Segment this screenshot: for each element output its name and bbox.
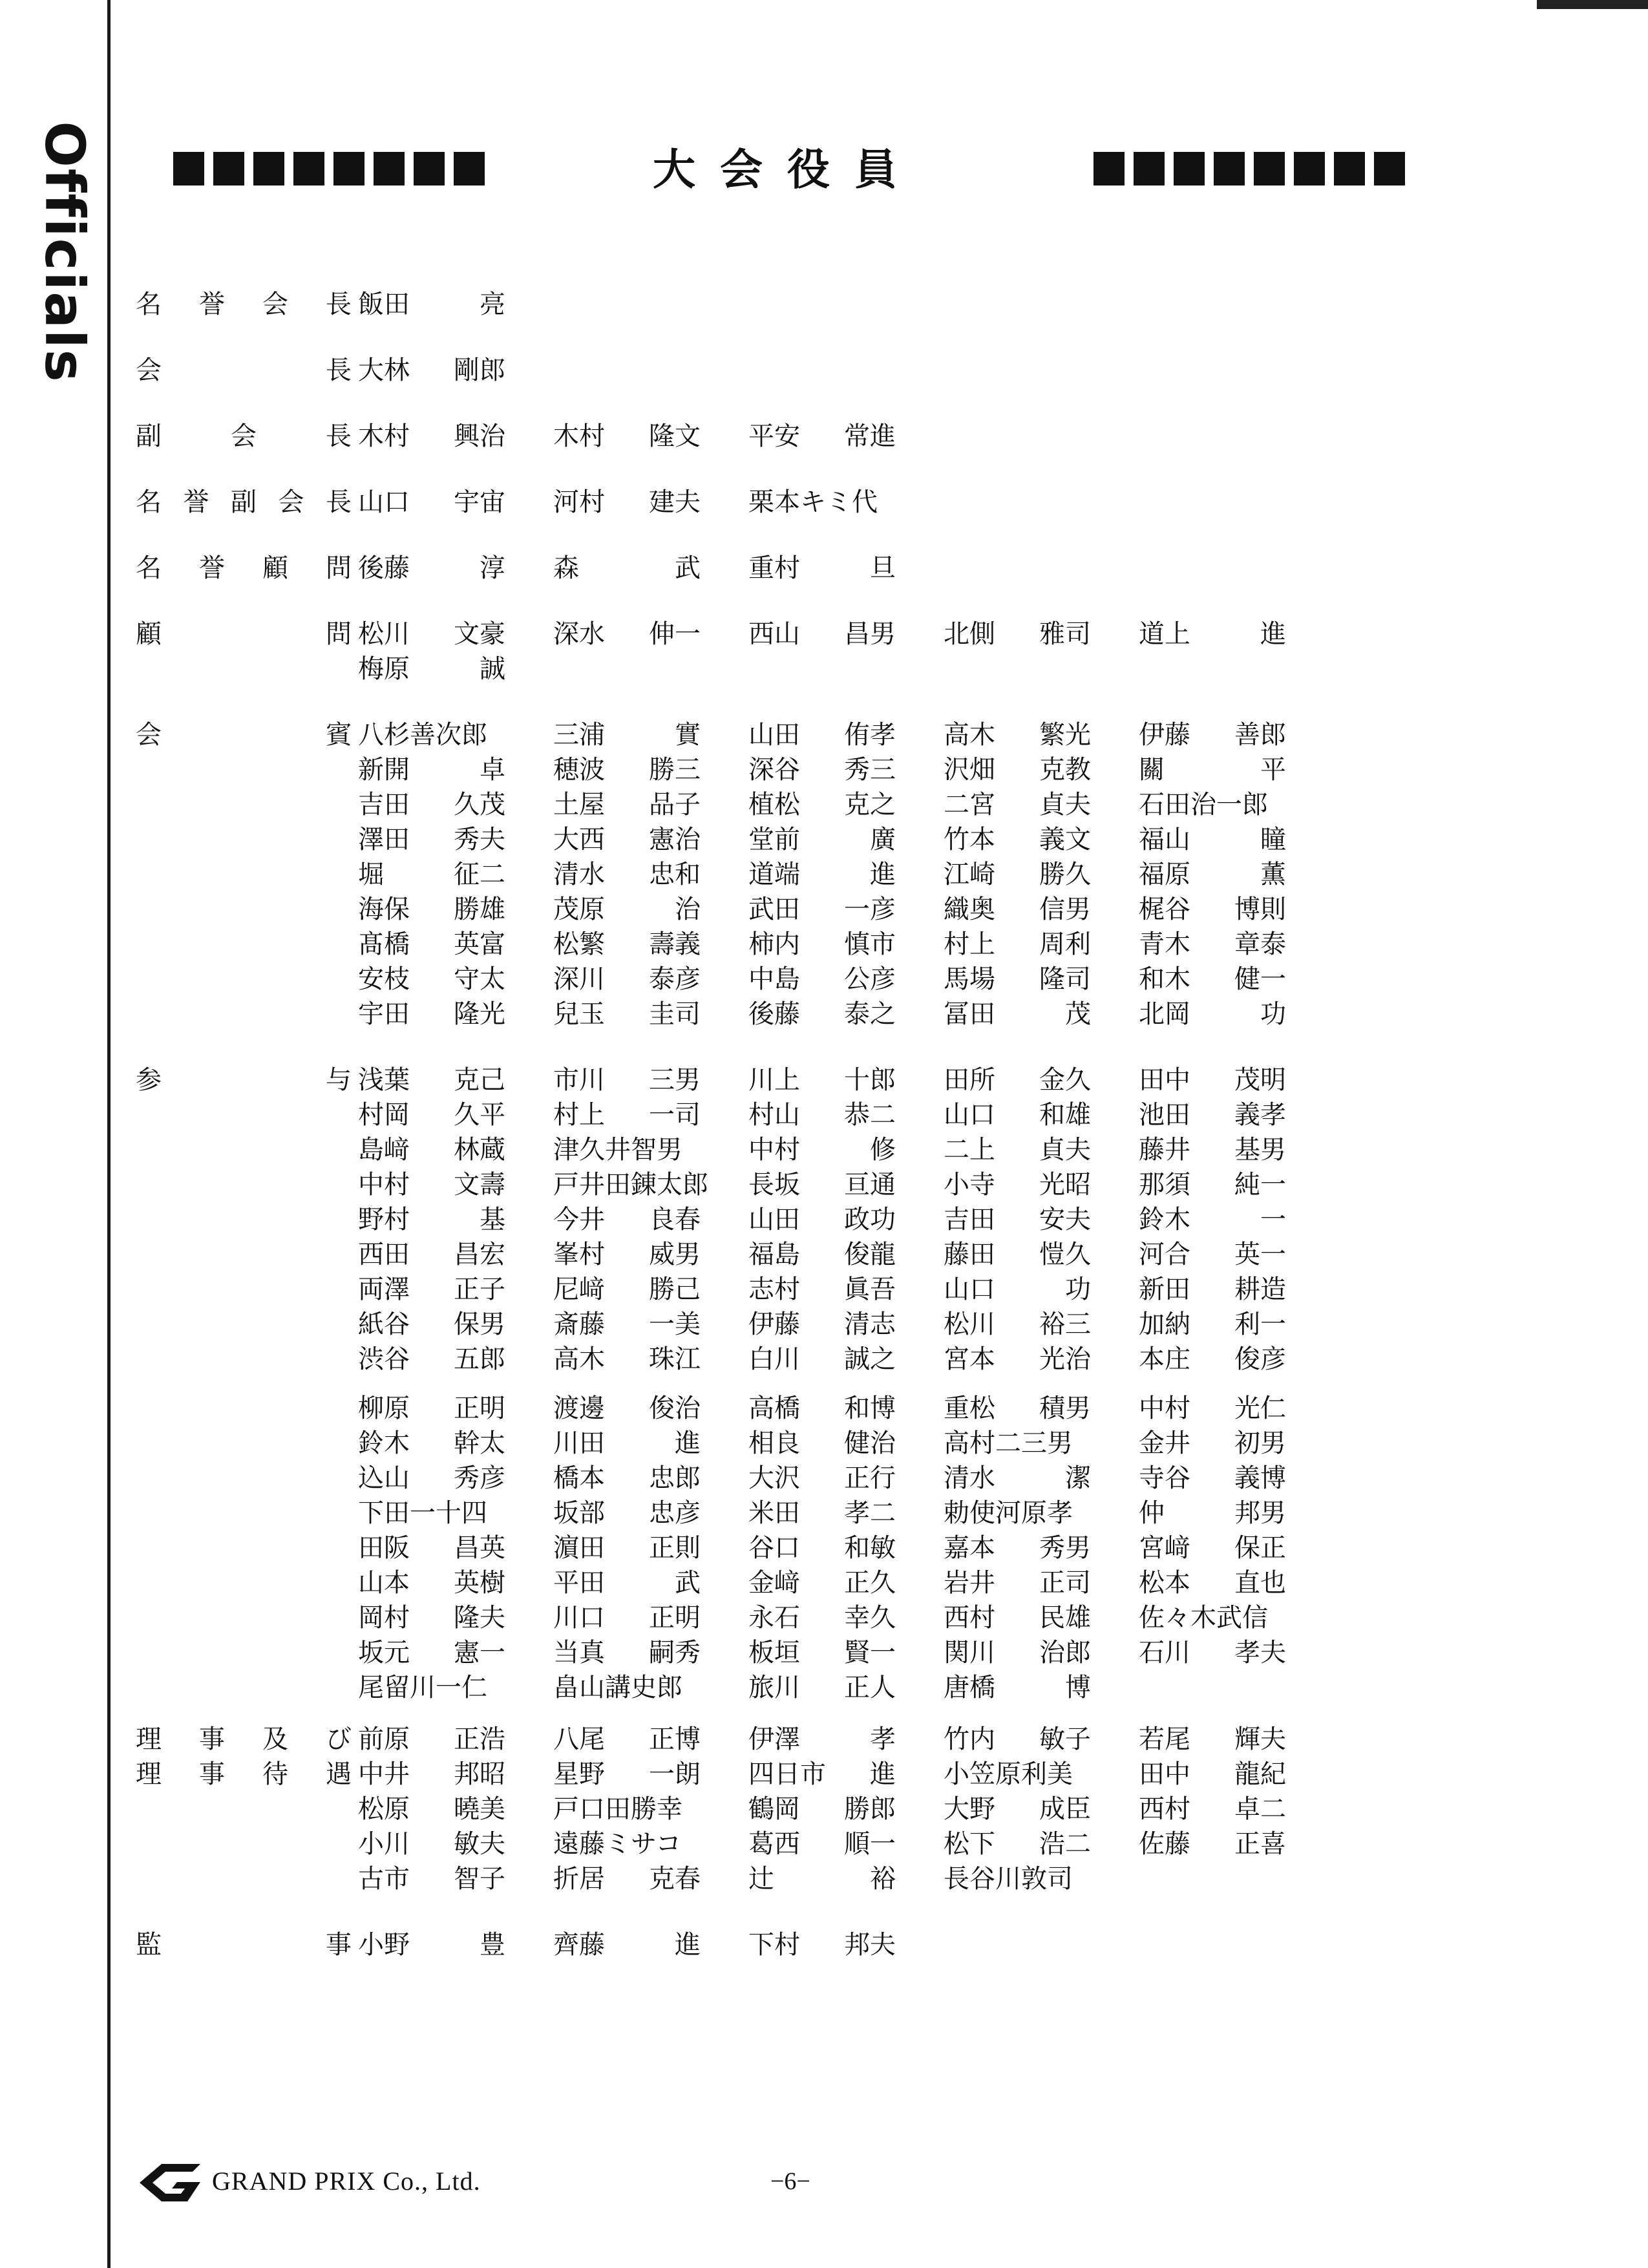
official-name: 北岡 功 [1139,999,1286,1029]
official-name: 梶谷 博則 [1139,895,1286,924]
official-name: 柳原 正明 [358,1394,505,1423]
official-name: 織奥 信男 [944,895,1091,924]
official-name: 尼﨑 勝己 [553,1275,701,1304]
official-name: 小笠原利美 [944,1759,1073,1789]
official-name: 那須 純一 [1139,1170,1286,1200]
official-name: 田阪 昌英 [358,1533,505,1563]
official-name: 佐々木武信 [1139,1603,1268,1633]
official-name: 仲 邦男 [1139,1498,1286,1528]
role-title [136,419,358,454]
official-name: 八杉善次郎 [358,720,487,750]
official-name: 清水 忠和 [553,860,701,889]
official-name: 福島 俊龍 [748,1240,896,1269]
official-name: 松本 直也 [1139,1568,1286,1598]
officials-section [136,353,1357,388]
official-name: 鈴木 幹太 [358,1428,505,1458]
official-name: 高木 繁光 [944,720,1091,750]
official-name: 木村 興治 [358,421,505,451]
role-title [136,1063,358,1377]
official-name: 志村 眞吾 [748,1275,896,1304]
role-label: 参 与 [136,1065,352,1095]
official-name: 藤田 愷久 [944,1240,1091,1269]
official-name: 石田治一郎 [1139,790,1268,820]
official-name: 田所 金久 [944,1065,1091,1095]
official-name: 本庄 俊彦 [1139,1344,1286,1374]
official-name: 川田 進 [553,1428,701,1458]
official-name: 安枝 守太 [358,964,505,994]
official-name: 白川 誠之 [748,1344,896,1374]
grand-prix-logo-icon [136,2160,204,2205]
company-name: GRAND PRIX Co., Ltd. [212,2167,481,2196]
role-title [136,1722,358,1896]
role-title [136,287,358,322]
role-label: 会 長 [136,355,352,385]
official-name: 宇田 隆光 [358,999,505,1029]
official-name: 深川 泰彦 [553,964,701,994]
official-name: 小川 敏夫 [358,1829,505,1859]
official-name: 中島 公彦 [748,964,896,994]
official-name: 松川 文豪 [358,619,505,649]
official-name: 坂部 忠彦 [553,1498,701,1528]
official-name: 山田 政功 [748,1205,896,1235]
official-name: 若尾 輝夫 [1139,1724,1286,1754]
official-name: 冨田 茂 [944,999,1091,1029]
official-name: 松下 浩二 [944,1829,1091,1859]
officials-section [136,1063,1357,1377]
official-name: 土屋 品子 [553,790,701,820]
heading-blocks-left [173,152,485,185]
official-name: 二宮 貞夫 [944,790,1091,820]
official-name: 高村二三男 [944,1428,1073,1458]
official-name: 北側 雅司 [944,619,1091,649]
official-name: 深谷 秀三 [748,755,896,785]
official-name: 福原 薫 [1139,860,1286,889]
official-name: 斎藤 一美 [553,1309,701,1339]
official-name: 村上 一司 [553,1100,701,1130]
officials-section [136,617,1357,686]
official-name: 大野 成臣 [944,1794,1091,1824]
role-title [136,551,358,586]
official-name [1139,1861,1334,1896]
official-name: 道端 進 [748,860,896,889]
official-name: 八尾 正博 [553,1724,701,1754]
official-name: 深水 伸一 [553,619,701,649]
officials-section [136,551,1357,586]
official-name: 堀 征二 [358,860,505,889]
official-name: 葛西 順一 [748,1829,896,1859]
official-name: 吉田 久茂 [358,790,505,820]
official-name: 小寺 光昭 [944,1170,1091,1200]
official-name: 星野 一朗 [553,1759,701,1789]
official-name: 齊藤 進 [553,1930,701,1960]
role-label: 名 誉 顧 問 [136,553,352,583]
official-name: 高木 珠江 [553,1344,701,1374]
role-label: 名 誉 会 長 [136,290,352,319]
official-name: 大西 憲治 [553,825,701,854]
officials-section [136,1722,1357,1896]
official-name: 松川 裕三 [944,1309,1091,1339]
official-name: 浅葉 克己 [358,1065,505,1095]
official-name: 中村 光仁 [1139,1394,1286,1423]
official-name: 大林 剛郎 [358,355,505,385]
official-name: 河合 英一 [1139,1240,1286,1269]
official-name: 長坂 亘通 [748,1170,896,1200]
officials-section [136,1927,1357,1962]
official-name: 村上 周利 [944,929,1091,959]
official-name: 両澤 正子 [358,1275,505,1304]
official-name: 津久井智男 [553,1135,682,1165]
role-label: 理 事 及 び [136,1724,352,1754]
official-name: 清水 潔 [944,1463,1091,1493]
official-name: 沢畑 克教 [944,755,1091,785]
official-name: 藤井 基男 [1139,1135,1286,1165]
corner-mark [1537,0,1648,9]
official-name: 西村 卓二 [1139,1794,1286,1824]
official-name: 後藤 泰之 [748,999,896,1029]
official-name: 栗本キミ代 [748,487,878,517]
official-name: 河村 建夫 [553,487,701,517]
official-name: 竹内 敏子 [944,1724,1091,1754]
official-name: 中村 修 [748,1135,896,1165]
official-name: 川上 十郎 [748,1065,896,1095]
official-name: 村岡 久平 [358,1100,505,1130]
official-name: 關 平 [1139,755,1286,785]
official-name: 永石 幸久 [748,1603,896,1633]
role-label: 理 事 待 遇 [136,1759,352,1789]
official-name: 高橋 和博 [748,1394,896,1423]
official-name: 鶴岡 勝郎 [748,1794,896,1824]
official-name: 梅原 誠 [358,654,505,684]
page-title: 大会役員 [653,145,922,195]
official-name: 重村 旦 [748,553,896,583]
official-name: 加納 利一 [1139,1309,1286,1339]
official-name: 関川 治郎 [944,1638,1091,1668]
official-name: 米田 孝二 [748,1498,896,1528]
role-title [136,617,358,686]
official-name: 島﨑 林蔵 [358,1135,505,1165]
official-name: 込山 秀彦 [358,1463,505,1493]
official-name: 木村 隆文 [553,421,701,451]
official-name: 田中 茂明 [1139,1065,1286,1095]
official-name: 今井 良春 [553,1205,701,1235]
official-name: 板垣 賢一 [748,1638,896,1668]
official-name: 折居 克春 [553,1864,701,1894]
official-name: 江崎 勝久 [944,860,1091,889]
role-title [136,485,358,520]
official-name: 竹本 義文 [944,825,1091,854]
official-name: 渋谷 五郎 [358,1344,505,1374]
official-name: 池田 義孝 [1139,1100,1286,1130]
official-name: 嘉本 秀男 [944,1533,1091,1563]
official-name: 紙谷 保男 [358,1309,505,1339]
official-name: 新田 耕造 [1139,1275,1286,1304]
officials-section [136,419,1357,454]
official-name: 山口 功 [944,1275,1091,1304]
officials-section [136,717,1357,1032]
official-name: 穂波 勝三 [553,755,701,785]
official-name: 宮﨑 保正 [1139,1533,1286,1563]
official-name: 佐藤 正喜 [1139,1829,1286,1859]
official-name: 松繁 壽義 [553,929,701,959]
official-name: 中井 邦昭 [358,1759,505,1789]
official-name: 当真 嗣秀 [553,1638,701,1668]
official-name: 伊藤 善郎 [1139,720,1286,750]
official-name: 金﨑 正久 [748,1568,896,1598]
official-name: 唐橋 博 [944,1673,1091,1702]
officials-section [136,287,1357,322]
official-name: 渡邊 俊治 [553,1394,701,1423]
official-name: 後藤 淳 [358,553,505,583]
official-name: 堂前 廣 [748,825,896,854]
official-name: 四日市 進 [748,1759,896,1789]
role-label: 会 賓 [136,720,352,750]
official-name: 長谷川敦司 [944,1864,1073,1894]
official-name: 三浦 實 [553,720,701,750]
official-name: 石川 孝夫 [1139,1638,1286,1668]
official-name: 山口 宇宙 [358,487,505,517]
official-name: 市川 三男 [553,1065,701,1095]
official-name: 古市 智子 [358,1864,505,1894]
official-name: 和木 健一 [1139,964,1286,994]
officials-section [136,485,1357,520]
official-name: 西村 民雄 [944,1603,1091,1633]
official-name: 寺谷 義博 [1139,1463,1286,1493]
official-name: 松原 曉美 [358,1794,505,1824]
official-name: 前原 正浩 [358,1724,505,1754]
role-title [136,1927,358,1962]
official-name: 二上 貞夫 [944,1135,1091,1165]
official-name: 飯田 亮 [358,290,505,319]
official-name: 兒玉 圭司 [553,999,701,1029]
official-name: 勅使河原孝 [944,1498,1073,1528]
officials-roster [136,287,1357,1962]
official-name: 重松 積男 [944,1394,1091,1423]
official-name: 道上 進 [1139,619,1286,649]
page-number: −6− [770,2168,810,2195]
official-name: 海保 勝雄 [358,895,505,924]
official-name: 下田一十四 [358,1498,487,1528]
footer [136,2152,911,2210]
official-name: 吉田 安夫 [944,1205,1091,1235]
official-name [1139,1670,1334,1705]
official-name: 尾留川一仁 [358,1673,487,1702]
official-name: 馬場 隆司 [944,964,1091,994]
official-name: 平田 武 [553,1568,701,1598]
official-name: 下村 邦夫 [748,1930,896,1960]
official-name: 西山 昌男 [748,619,896,649]
heading-blocks-right [1093,152,1405,185]
official-name: 橋本 忠郎 [553,1463,701,1493]
official-name: 茂原 治 [553,895,701,924]
official-name: 平安 常進 [748,421,896,451]
official-name: 鈴木 一 [1139,1205,1286,1235]
official-name: 小野 豊 [358,1930,505,1960]
role-label: 顧 問 [136,619,352,649]
official-name: 西田 昌宏 [358,1240,505,1269]
official-name: 田中 龍紀 [1139,1759,1286,1789]
spine-rule [107,0,111,2268]
official-name: 髙橋 英富 [358,929,505,959]
official-name: 戸口田勝幸 [553,1794,682,1824]
official-name: 畠山講史郎 [553,1673,682,1702]
role-title [136,353,358,388]
official-name: 中村 文壽 [358,1170,505,1200]
role-label: 副 会 長 [136,421,352,451]
official-name: 戸井田錬太郎 [553,1170,708,1200]
official-name: 宮本 光治 [944,1344,1091,1374]
role-label: 監 事 [136,1930,352,1960]
role-title [136,717,358,1032]
page-heading [173,144,1405,196]
official-name: 峯村 威男 [553,1240,701,1269]
official-name: 柿内 慎市 [748,929,896,959]
official-name: 坂元 憲一 [358,1638,505,1668]
official-name: 大沢 正行 [748,1463,896,1493]
official-name: 山口 和雄 [944,1100,1091,1130]
official-name: 山田 侑孝 [748,720,896,750]
official-name: 谷口 和敏 [748,1533,896,1563]
official-name: 山本 英樹 [358,1568,505,1598]
role-title [136,1391,358,1705]
official-name: 濵田 正則 [553,1533,701,1563]
officials-section [136,1391,1357,1705]
official-name: 川口 正明 [553,1603,701,1633]
official-name: 岩井 正司 [944,1568,1091,1598]
official-name: 岡村 隆夫 [358,1603,505,1633]
official-name: 青木 章泰 [1139,929,1286,959]
official-name: 村山 恭二 [748,1100,896,1130]
official-name: 遠藤ミサコ [553,1829,682,1859]
official-name: 金井 初男 [1139,1428,1286,1458]
official-name: 辻 裕 [748,1864,896,1894]
official-name: 伊澤 孝 [748,1724,896,1754]
official-name: 伊藤 清志 [748,1309,896,1339]
official-name: 森 武 [553,553,701,583]
official-name: 新開 卓 [358,755,505,785]
official-name: 福山 瞳 [1139,825,1286,854]
official-name: 澤田 秀夫 [358,825,505,854]
official-name: 植松 克之 [748,790,896,820]
official-name: 相良 健治 [748,1428,896,1458]
role-label: 名 誉 副 会 長 [136,487,352,517]
official-name: 武田 一彦 [748,895,896,924]
official-name: 野村 基 [358,1205,505,1235]
official-name: 旅川 正人 [748,1673,896,1702]
